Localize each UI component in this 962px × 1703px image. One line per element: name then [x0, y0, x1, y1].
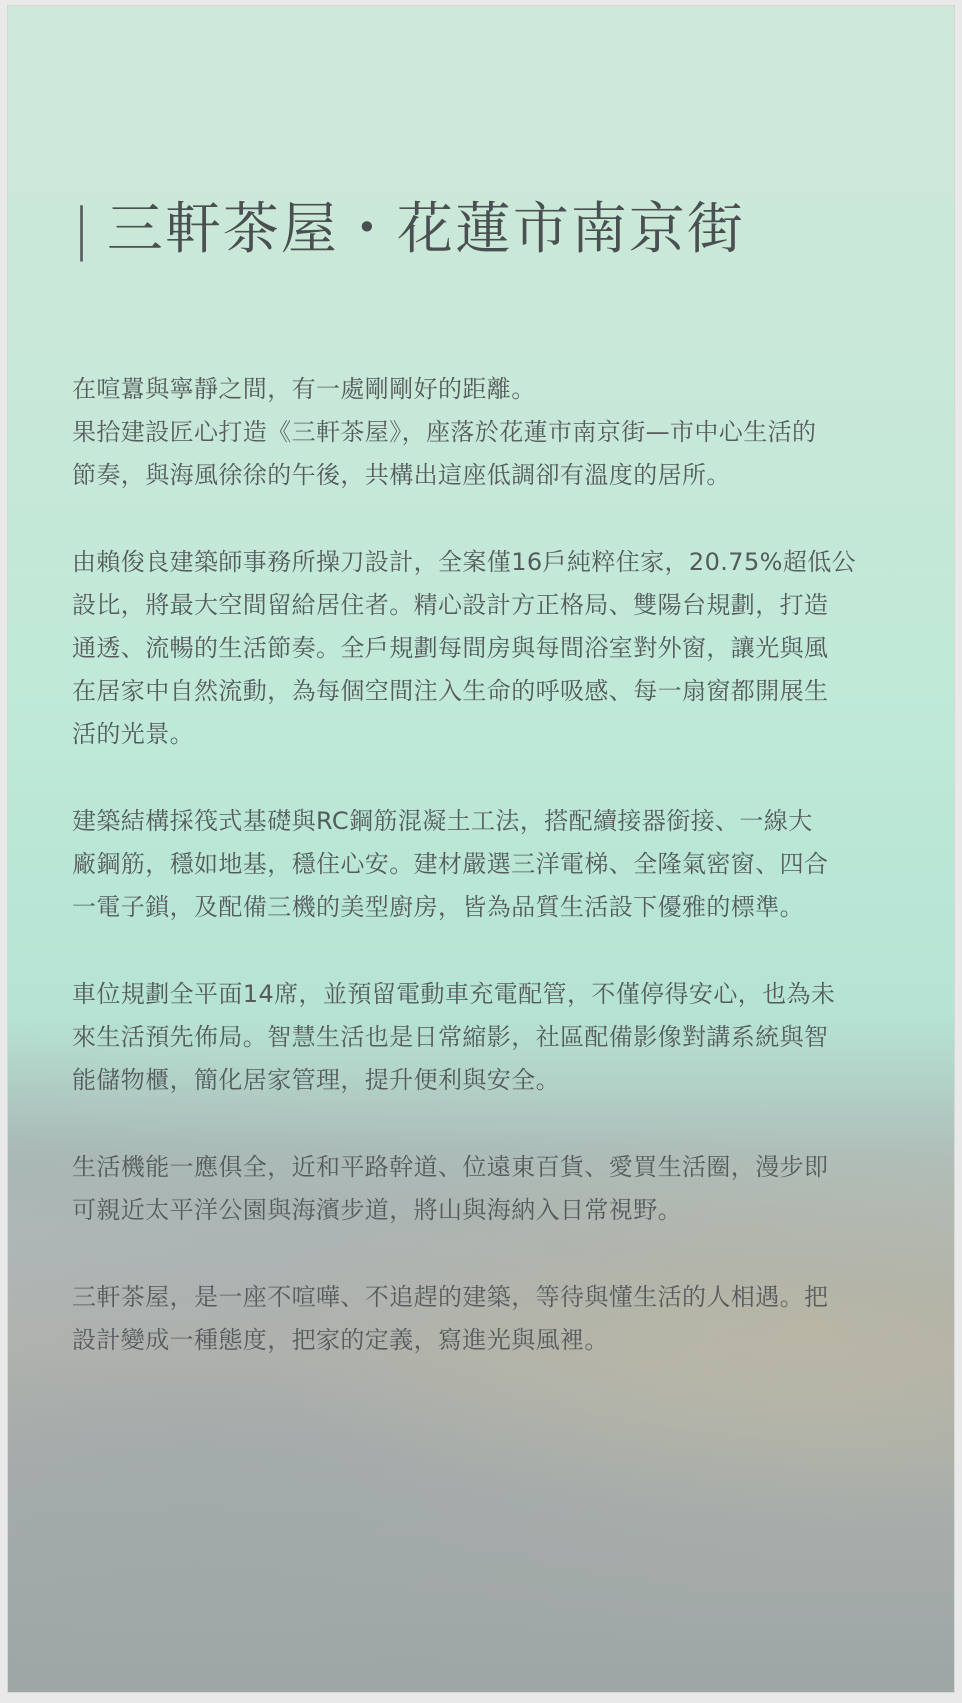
paragraph-line: 來生活預先佈局。智慧生活也是日常縮影，社區配備影像對講系統與智 — [72, 1023, 829, 1051]
document-page — [8, 6, 954, 1692]
paragraph-line: 三軒茶屋，是一座不喧嘩、不追趕的建築，等待與懂生活的人相遇。把 — [72, 1283, 829, 1311]
paragraph-design — [72, 541, 908, 756]
paragraph-line: 果拾建設匠心打造《三軒茶屋》，座落於花蓮市南京街—市中心生活的 — [72, 418, 817, 446]
page-title — [72, 196, 745, 263]
paragraph-location — [72, 1146, 908, 1232]
title-bar: | — [72, 197, 93, 262]
paragraph-line: 生活機能一應俱全，近和平路幹道、位遠東百貨、愛買生活圈，漫步即 — [72, 1153, 829, 1181]
paragraph-line: 車位規劃全平面14席，並預留電動車充電配管，不僅停得安心，也為未 — [72, 980, 836, 1008]
paragraph-line: 設計變成一種態度，把家的定義，寫進光與風裡。 — [72, 1326, 609, 1354]
title-text: 三軒茶屋・花蓮市南京街 — [106, 197, 745, 262]
paragraph-structure — [72, 800, 908, 929]
paragraph-line: 通透、流暢的生活節奏。全戶規劃每間房與每間浴室對外窗，讓光與風 — [72, 634, 829, 662]
paragraph-closing — [72, 1276, 908, 1362]
paragraph-line: 能儲物櫃，簡化居家管理，提升便利與安全。 — [72, 1066, 560, 1094]
paragraph-line: 活的光景。 — [72, 720, 194, 748]
paragraph-line: 由賴俊良建築師事務所操刀設計，全案僅16戶純粹住家，20.75%超低公 — [72, 548, 857, 576]
paragraph-parking — [72, 973, 908, 1102]
paragraph-line: 在喧囂與寧靜之間，有一處剛剛好的距離。 — [72, 375, 536, 403]
paragraph-line: 可親近太平洋公園與海濱步道，將山與海納入日常視野。 — [72, 1196, 682, 1224]
paragraph-line: 節奏，與海風徐徐的午後，共構出這座低調卻有溫度的居所。 — [72, 461, 731, 489]
paragraph-line: 廠鋼筋，穩如地基，穩住心安。建材嚴選三洋電梯、全隆氣密窗、四合 — [72, 850, 829, 878]
paragraph-line: 在居家中自然流動，為每個空間注入生命的呼吸感、每一扇窗都開展生 — [72, 677, 829, 705]
paragraph-line: 建築結構採筏式基礎與RC鋼筋混凝土工法，搭配續接器銜接、一線大 — [72, 807, 813, 835]
paragraph-line: 一電子鎖，及配備三機的美型廚房，皆為品質生活設下優雅的標準。 — [72, 893, 804, 921]
paragraph-line: 設比，將最大空間留給居住者。精心設計方正格局、雙陽台規劃，打造 — [72, 591, 829, 619]
paragraph-intro — [72, 368, 908, 497]
